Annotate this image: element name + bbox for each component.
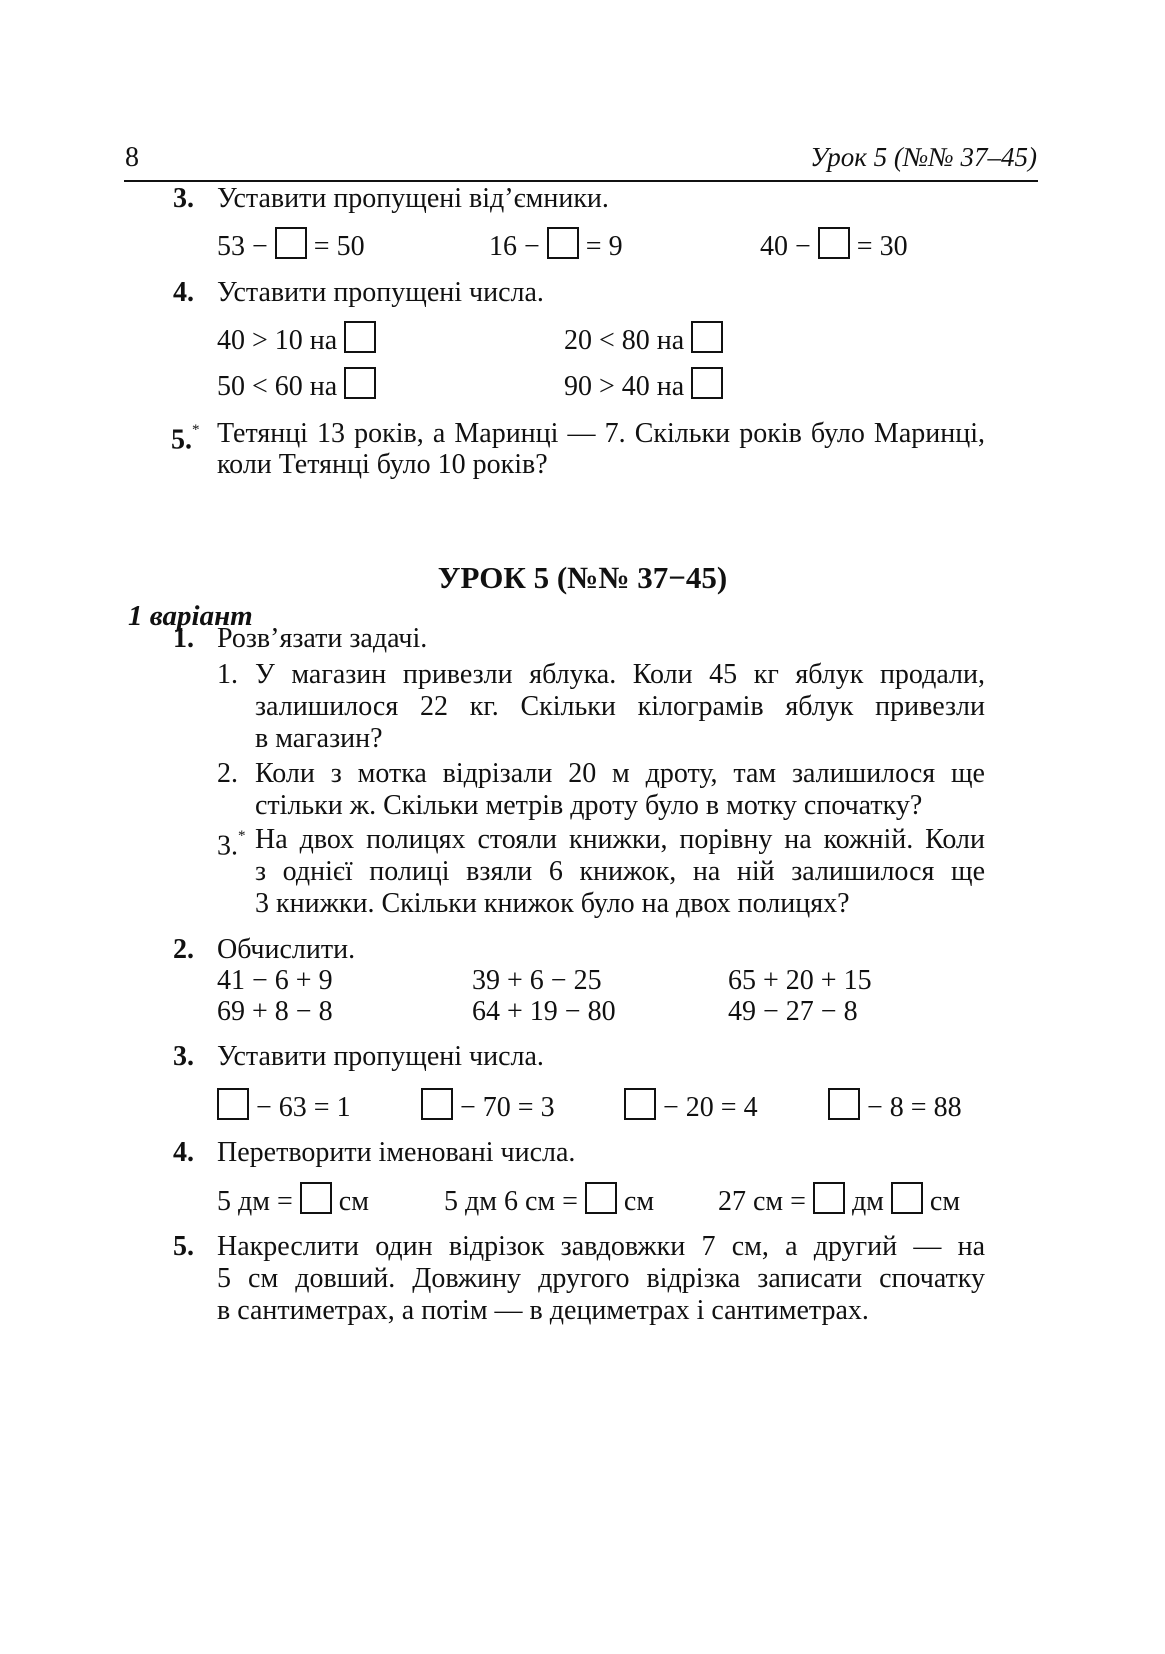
task2-text: Обчислити. xyxy=(217,934,356,965)
problem2-number: 2. xyxy=(217,758,238,789)
task3-eq4 xyxy=(828,1088,962,1125)
variant-heading: 1 варіант xyxy=(128,600,253,632)
item-text: 40 > 10 на xyxy=(217,325,338,356)
problem1-line2: залишилося 22 кг. Скільки кілограмів яблук привезли xyxy=(255,691,985,722)
prev-task3-number: 3. xyxy=(173,183,194,214)
task3-text: Уставити пропущені числа. xyxy=(217,1041,544,1072)
answer-box[interactable] xyxy=(891,1182,923,1214)
eq-right: = 9 xyxy=(585,231,623,262)
unit: см xyxy=(338,1186,369,1217)
expression: 64 + 19 − 80 xyxy=(472,996,616,1027)
answer-box[interactable] xyxy=(691,321,723,353)
expression: 65 + 20 + 15 xyxy=(728,965,872,996)
task5-line2: 5 см довший. Довжину другого відрізка записати спочатку xyxy=(217,1263,985,1294)
task5-number: 5. xyxy=(173,1231,194,1262)
lesson-title: УРОК 5 (№№ 37−45) xyxy=(437,560,728,595)
expression: 69 + 8 − 8 xyxy=(217,996,333,1027)
answer-box[interactable] xyxy=(275,227,307,259)
problem-number: 3. xyxy=(217,830,238,862)
answer-box[interactable] xyxy=(691,367,723,399)
problem2-line2: стільки ж. Скільки метрів дроту було в мотку спочатку? xyxy=(255,790,923,821)
answer-box[interactable] xyxy=(547,227,579,259)
prev-task4-item1 xyxy=(217,321,376,358)
task-number: 5. xyxy=(171,424,192,456)
answer-box[interactable] xyxy=(300,1182,332,1214)
eq-right: = 30 xyxy=(856,231,908,262)
eq-right: − 20 = 4 xyxy=(663,1092,758,1123)
expression: 41 − 6 + 9 xyxy=(217,965,333,996)
answer-box[interactable] xyxy=(818,227,850,259)
expression: 39 + 6 − 25 xyxy=(472,965,602,996)
answer-box[interactable] xyxy=(421,1088,453,1120)
answer-box[interactable] xyxy=(344,367,376,399)
prev-task4-item4 xyxy=(564,367,723,404)
task1-text: Розв’язати задачі. xyxy=(217,623,428,654)
problem2-line1: Коли з мотка відрізали 20 м дроту, там залишилося ще xyxy=(255,758,985,789)
prev-task4-number: 4. xyxy=(173,277,194,308)
task5-line3: в сантиметрах, а потім — в дециметрах і сантиметрах. xyxy=(217,1295,869,1326)
task4-text: Перетворити іменовані числа. xyxy=(217,1137,576,1168)
prev-task5-line2: коли Тетянці було 10 років? xyxy=(217,449,548,480)
star-mark: * xyxy=(192,422,200,438)
prev-task4-item2 xyxy=(564,321,723,358)
answer-box[interactable] xyxy=(217,1088,249,1120)
unit: см xyxy=(929,1186,961,1217)
eq-right: = 50 xyxy=(313,231,365,262)
task2-number: 2. xyxy=(173,934,194,965)
eq-right: − 63 = 1 xyxy=(256,1092,351,1123)
task1-number: 1. xyxy=(173,623,194,654)
item-text: 90 > 40 на xyxy=(564,371,685,402)
running-head: Урок 5 (№№ 37–45) xyxy=(810,142,1037,172)
prev-task5-number xyxy=(171,417,200,457)
prev-task3-eq2 xyxy=(489,227,623,264)
eq-left: 16 − xyxy=(489,231,540,262)
answer-box[interactable] xyxy=(624,1088,656,1120)
eq-left: 53 − xyxy=(217,231,268,262)
prev-task4-text: Уставити пропущені числа. xyxy=(217,277,544,308)
eq-left: 40 − xyxy=(760,231,811,262)
prev-task3-eq1 xyxy=(217,227,365,264)
task3-eq3 xyxy=(624,1088,758,1125)
task4-eq1 xyxy=(217,1182,369,1219)
task3-number: 3. xyxy=(173,1041,194,1072)
task4-number: 4. xyxy=(173,1137,194,1168)
problem1-line1: У магазин привезли яблука. Коли 45 кг яблук продали, xyxy=(255,659,985,690)
eq-right: − 8 = 88 xyxy=(867,1092,962,1123)
prev-task5-line1: Тетянці 13 років, а Маринці — 7. Скільки років було Маринці, xyxy=(217,418,985,449)
prev-task3-text: Уставити пропущені від’ємники. xyxy=(217,183,609,214)
item-text: 20 < 80 на xyxy=(564,325,685,356)
unit: см xyxy=(623,1186,655,1217)
eq-right: − 70 = 3 xyxy=(460,1092,555,1123)
task4-eq3 xyxy=(718,1182,960,1219)
answer-box[interactable] xyxy=(828,1088,860,1120)
prev-task4-item3 xyxy=(217,367,376,404)
answer-box[interactable] xyxy=(344,321,376,353)
task4-eq2 xyxy=(444,1182,654,1219)
page-number: 8 xyxy=(125,142,139,173)
task5-line1: Накреслити один відрізок завдовжки 7 см, а другий — на xyxy=(217,1231,985,1262)
problem3-number xyxy=(217,823,246,863)
eq-left: 27 см = xyxy=(718,1186,806,1217)
problem1-number: 1. xyxy=(217,659,238,690)
eq-left: 5 дм = xyxy=(217,1186,293,1217)
expression: 49 − 27 − 8 xyxy=(728,996,858,1027)
star-mark: * xyxy=(238,828,246,844)
unit: дм xyxy=(851,1186,884,1217)
task3-eq1 xyxy=(217,1088,351,1125)
problem3-line2: з однієї полиці взяли 6 книжок, на ній залишилося ще xyxy=(255,856,985,887)
prev-task3-eq3 xyxy=(760,227,908,264)
eq-left: 5 дм 6 см = xyxy=(444,1186,578,1217)
problem3-line1: На двох полицях стояли книжки, порівну на кожній. Коли xyxy=(255,824,985,855)
answer-box[interactable] xyxy=(813,1182,845,1214)
problem1-line3: в магазин? xyxy=(255,723,383,754)
answer-box[interactable] xyxy=(585,1182,617,1214)
item-text: 50 < 60 на xyxy=(217,371,338,402)
problem3-line3: 3 книжки. Скільки книжок було на двох полицях? xyxy=(255,888,850,919)
task3-eq2 xyxy=(421,1088,555,1125)
